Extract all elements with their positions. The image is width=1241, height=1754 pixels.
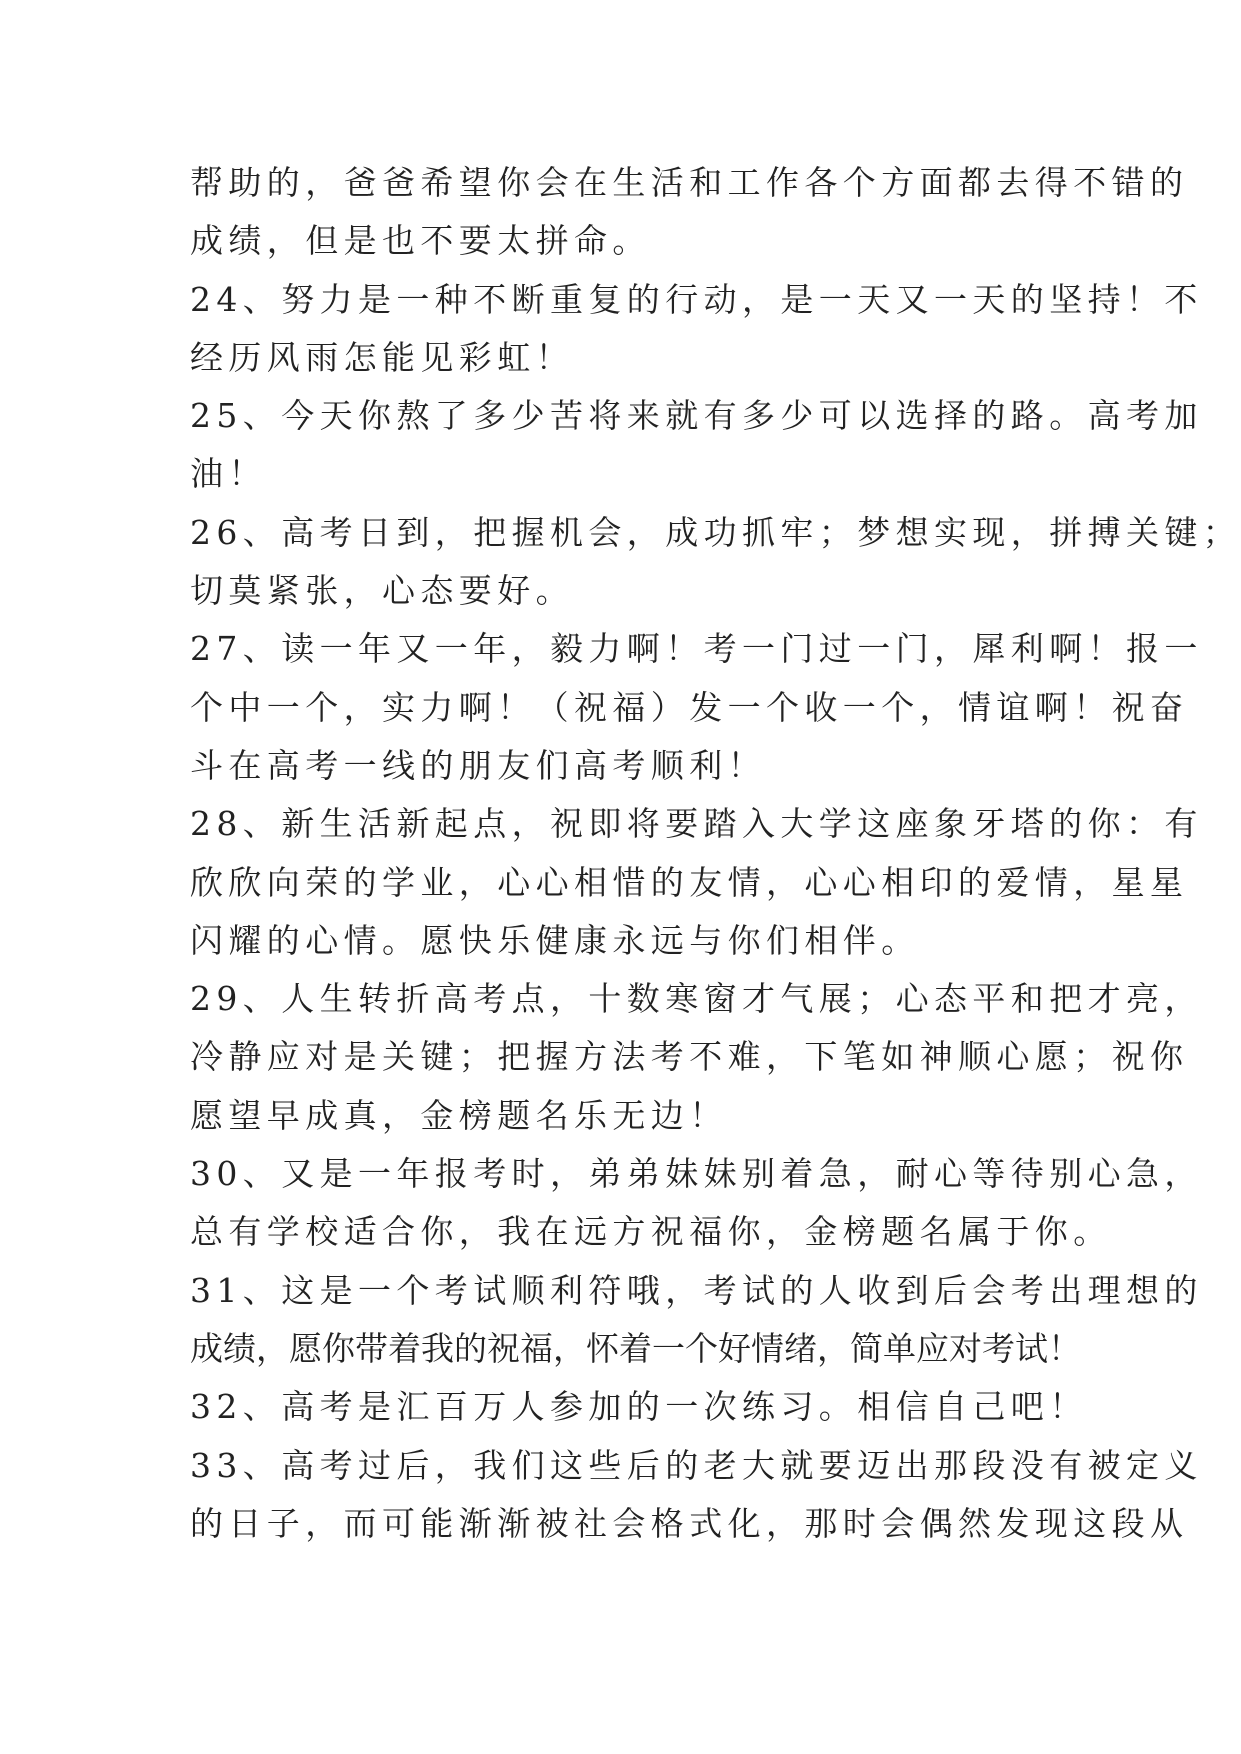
text-line: 闪耀的心情。愿快乐健康永远与你们相伴。 xyxy=(190,920,920,960)
text-line: 帮助的，爸爸希望你会在生活和工作各个方面都去得不错的 xyxy=(190,163,1189,202)
text-line: 32、高考是汇百万人参加的一次练习。相信自己吧！ xyxy=(190,1387,1088,1427)
text-line: 33、高考过后，我们这些后的老大就要迈出那段没有被定义 xyxy=(190,1445,1203,1485)
text-line: 成绩，愿你带着我的祝福，怀着一个好情绪，简单应对考试！ xyxy=(190,1328,1081,1368)
text-line: 的日子，而可能渐渐被社会格式化，那时会偶然发现这段从 xyxy=(190,1503,1189,1543)
text-line: 冷静应对是关键；把握方法考不难，下笔如神顺心愿；祝你 xyxy=(190,1037,1189,1077)
text-line: 25、今天你熬了多少苦将来就有多少可以选择的路。高考加 xyxy=(190,396,1203,436)
text-line: 愿望早成真，金榜题名乐无边！ xyxy=(190,1095,728,1135)
text-line: 油！ xyxy=(190,454,267,494)
text-line: 28、新生活新起点，祝即将要踏入大学这座象牙塔的你：有 xyxy=(190,804,1203,844)
text-line: 成绩，但是也不要太拼命。 xyxy=(190,221,651,261)
text-line: 总有学校适合你，我在远方祝福你，金榜题名属于你。 xyxy=(190,1212,1112,1252)
text-line: 30、又是一年报考时，弟弟妹妹别着急，耐心等待别心急， xyxy=(190,1154,1203,1194)
text-line: 24、努力是一种不断重复的行动，是一天又一天的坚持！不 xyxy=(190,279,1203,319)
text-line: 31、这是一个考试顺利符哦，考试的人收到后会考出理想的 xyxy=(190,1270,1203,1310)
document-body xyxy=(190,154,1241,1553)
text-line: 经历风雨怎能见彩虹！ xyxy=(190,337,574,377)
text-line: 个中一个，实力啊！（祝福）发一个收一个，情谊啊！祝奋 xyxy=(190,687,1189,727)
text-line: 切莫紧张，心态要好。 xyxy=(190,571,574,611)
text-line: 26、高考日到，把握机会，成功抓牢；梦想实现，拼搏关键； xyxy=(190,512,1241,552)
text-line: 27、读一年又一年，毅力啊！考一门过一门，犀利啊！报一 xyxy=(190,629,1203,669)
text-line: 29、人生转折高考点，十数寒窗才气展；心态平和把才亮， xyxy=(190,979,1203,1019)
text-line: 欣欣向荣的学业，心心相惜的友情，心心相印的爱情，星星 xyxy=(190,862,1189,902)
text-line: 斗在高考一线的朋友们高考顺利！ xyxy=(190,745,766,785)
